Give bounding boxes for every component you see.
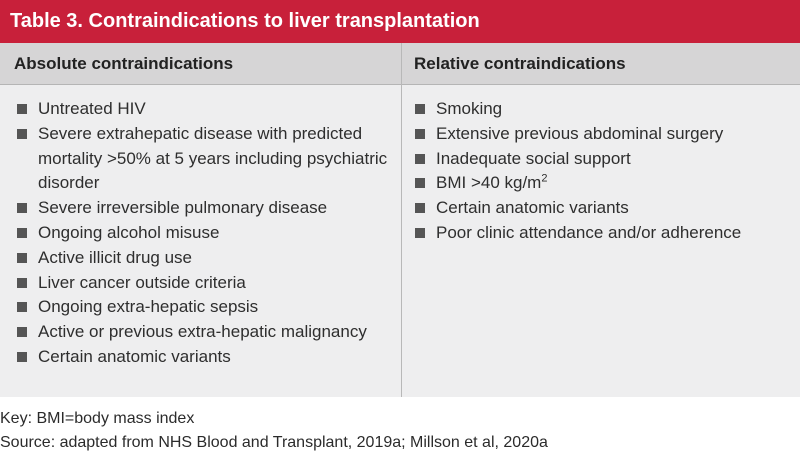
square-bullet-icon bbox=[415, 129, 425, 139]
table-key-note: Key: BMI=body mass index bbox=[0, 410, 195, 427]
list-item-text: Severe irreversible pulmonary disease bbox=[38, 198, 328, 218]
list-item bbox=[414, 122, 792, 147]
table-source-note: Source: adapted from NHS Blood and Transplant, 2019a; Millson et al, 2020a bbox=[0, 434, 548, 451]
list-item bbox=[414, 171, 792, 196]
column-header-relative: Relative contraindications bbox=[414, 54, 626, 73]
list-item bbox=[16, 320, 394, 345]
list-item bbox=[414, 221, 792, 246]
absolute-contraindications-list bbox=[16, 97, 394, 370]
list-item bbox=[16, 221, 394, 246]
list-item bbox=[16, 271, 394, 296]
list-item-text: Untreated HIV bbox=[38, 99, 146, 118]
square-bullet-icon bbox=[415, 228, 425, 238]
list-item bbox=[414, 97, 792, 122]
square-bullet-icon bbox=[17, 203, 27, 213]
list-item bbox=[16, 97, 394, 122]
square-bullet-icon bbox=[17, 104, 27, 114]
list-item-text: Liver cancer outside criteria bbox=[38, 272, 246, 292]
list-item-text: Ongoing alcohol misuse bbox=[38, 222, 220, 242]
square-bullet-icon bbox=[415, 178, 425, 188]
list-item-text: Active or previous extra-hepatic malignancy bbox=[38, 322, 367, 342]
list-item-text: Active illicit drug use bbox=[38, 247, 193, 267]
square-bullet-icon bbox=[415, 104, 425, 114]
column-header-absolute: Absolute contraindications bbox=[14, 54, 234, 73]
list-item-text: Severe extrahepatic disease with predicted mortality >50% at 5 years including psychiatric disorder bbox=[38, 123, 388, 193]
list-item-text: BMI >40 kg/m bbox=[436, 173, 542, 193]
list-item bbox=[414, 147, 792, 172]
list-item-text: Poor clinic attendance and/or adherence bbox=[436, 222, 742, 242]
list-item-text: Certain anatomic variants bbox=[38, 346, 231, 366]
list-item-text: Inadequate social support bbox=[436, 148, 631, 168]
square-bullet-icon bbox=[17, 352, 27, 362]
list-item bbox=[16, 345, 394, 370]
list-item bbox=[16, 246, 394, 271]
square-bullet-icon bbox=[17, 302, 27, 312]
bmi-unit-superscript: 2 bbox=[541, 172, 548, 185]
square-bullet-icon bbox=[17, 278, 27, 288]
list-item bbox=[16, 122, 394, 196]
list-item-text: Ongoing extra-hepatic sepsis bbox=[38, 297, 259, 317]
square-bullet-icon bbox=[17, 129, 27, 139]
square-bullet-icon bbox=[415, 154, 425, 164]
list-item bbox=[16, 196, 394, 221]
square-bullet-icon bbox=[17, 228, 27, 238]
list-item-text: Extensive previous abdominal surgery bbox=[436, 123, 724, 143]
column-divider bbox=[401, 43, 402, 397]
table-header-row bbox=[0, 43, 800, 85]
square-bullet-icon bbox=[415, 203, 425, 213]
square-bullet-icon bbox=[17, 327, 27, 337]
table-title: Table 3. Contraindications to liver transplantation bbox=[0, 0, 800, 43]
contraindications-table bbox=[0, 43, 800, 397]
list-item bbox=[16, 295, 394, 320]
list-item-text: Smoking bbox=[436, 99, 503, 118]
list-item bbox=[414, 196, 792, 221]
square-bullet-icon bbox=[17, 253, 27, 263]
relative-contraindications-list bbox=[414, 97, 792, 246]
list-item-text: Certain anatomic variants bbox=[436, 198, 629, 218]
